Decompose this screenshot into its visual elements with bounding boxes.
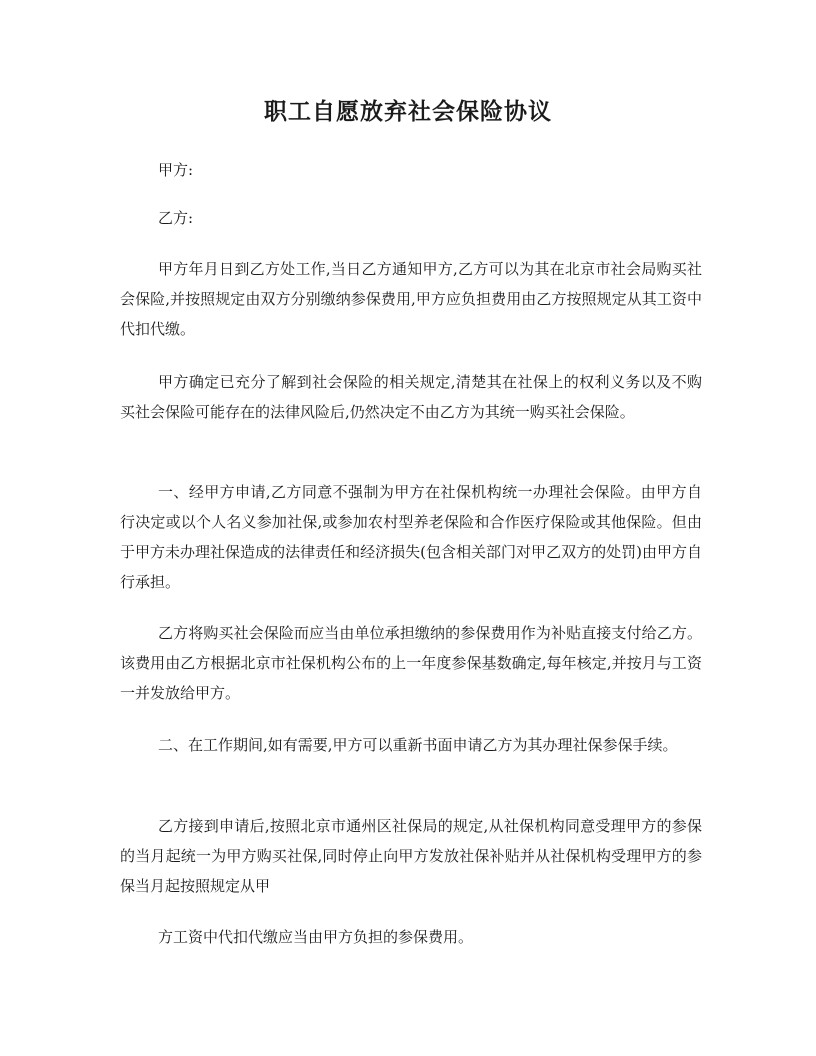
party-b-label: 乙方:	[158, 209, 194, 227]
document-title: 职工自愿放弃社会保险协议	[264, 98, 552, 125]
paragraph-subsidy: 乙方将购买社会保险而应当由单位承担缴纳的参保费用作为补贴直接支付给乙方。该费用由乙方根据北京市社保机构公布的上一年度参保基数确定,每年核定,并按月与工资一并发放给甲方。	[120, 624, 702, 702]
clause-2-paragraph: 二、在工作期间,如有需要,甲方可以重新书面申请乙方为其办理社保参保手续。	[158, 736, 678, 754]
paragraph-deduction: 方工资中代扣代缴应当由甲方负担的参保费用。	[158, 928, 474, 946]
paragraph-2: 甲方确定已充分了解到社会保险的相关规定,清楚其在社保上的权利义务以及不购买社会保险可能存在的法律风险后,仍然决定不由乙方为其统一购买社会保险。	[120, 373, 702, 421]
paragraph-application: 乙方接到申请后,按照北京市通州区社保局的规定,从社保机构同意受理甲方的参保的当月起统一为甲方购买社保,同时停止向甲方发放社保补贴并从社保机构受理甲方的参保当月起按照规定从甲	[120, 817, 702, 895]
paragraph-1: 甲方年月日到乙方处工作,当日乙方通知甲方,乙方可以为其在北京市社会局购买社会保险,并按照规定由双方分别缴纳参保费用,甲方应负担费用由乙方按照规定从其工资中代扣代缴。	[120, 260, 702, 338]
clause-1-paragraph: 一、经甲方申请,乙方同意不强制为甲方在社保机构统一办理社会保险。由甲方自行决定或以个人名义参加社保,或参加农村型养老保险和合作医疗保险或其他保险。但由于甲方未办理社保造成的法律责任和经济损失(包含相关部门对甲乙双方的处罚)由甲方自行承担。	[120, 483, 702, 591]
party-a-label: 甲方:	[158, 161, 194, 179]
